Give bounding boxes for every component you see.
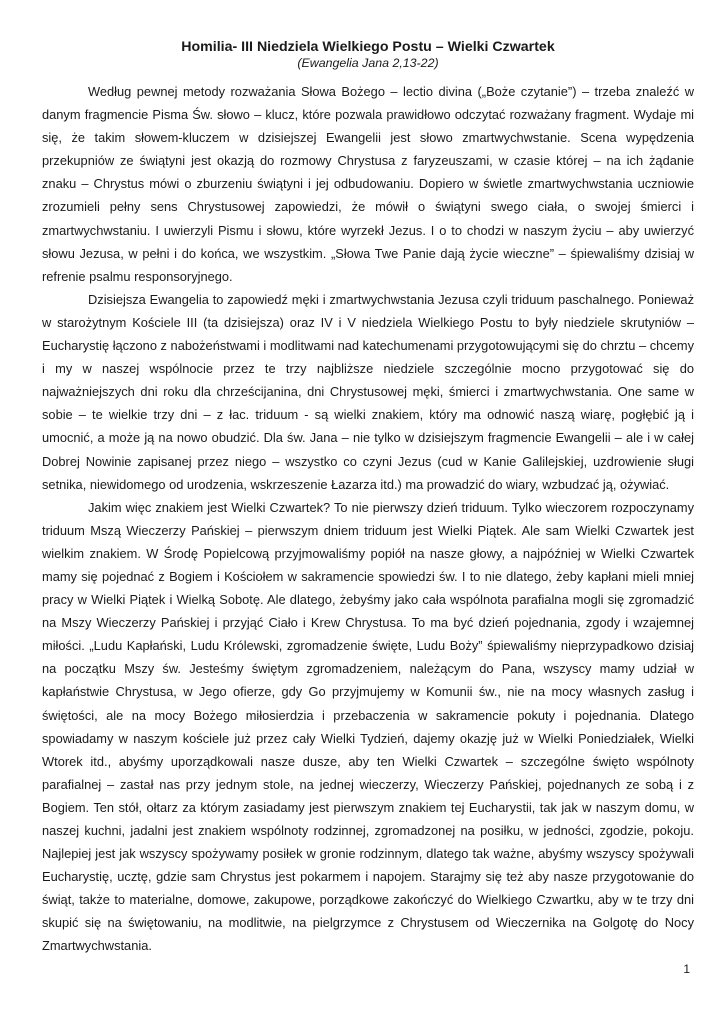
document-title: Homilia- III Niedziela Wielkiego Postu – Wielki Czwartek xyxy=(181,39,555,55)
paragraph: Według pewnej metody rozważania Słowa Bożego – lectio divina („Boże czytanie”) – trzeba znaleźć w danym fragmencie Pisma Św. słowo – klucz, które pozwala prawidłowo odczytać rozważany fragment. Wydaje mi się, że takim słowem-kluczem w dzisiejszej Ewangelii jest słowo zmartwychwstanie. Scena wypędzenia przekupniów ze świątyni jest okazją do rozmowy Chrystusa z faryzeuszami, w czasie której – na ich żądanie znaku – Chrystus mówi o zburzeniu świątyni i jej odbudowaniu. Dopiero w świetle zmartwychwstania uczniowie zrozumieli pełny sens Chrystusowej zapowiedzi, że mówił o świątyni swego ciała, o swojej śmierci i zmartwychwstaniu. I uwierzyli Pismu i słowu, które wyrzekł Jezus. I o to chodzi w naszym życiu – aby uwierzyć słowu Jezusa, w pełni i do końca, we wszystkim. „Słowa Twe Panie dają życie wieczne” – śpiewaliśmy dzisiaj w refrenie psalmu responsoryjnego. xyxy=(42,84,694,284)
document-page xyxy=(42,38,694,958)
page-number: 1 xyxy=(683,962,690,976)
document-subtitle: (Ewangelia Jana 2,13-22) xyxy=(297,56,439,70)
paragraph: Jakim więc znakiem jest Wielki Czwartek? To nie pierwszy dzień triduum. Tylko wieczorem rozpoczynamy triduum Mszą Wieczerzy Pańskiej – pierwszym dniem triduum jest Wielki Piątek. Ale sam Wielki Czwartek jest wielkim znakiem. W Środę Popielcową przyjmowaliśmy popiół na nasze głowy, a najpóźniej w Wielki Czwartek mamy się pojednać z Bogiem i Kościołem w sakramencie spowiedzi św. I to nie dlatego, żeby kapłani mieli mniej pracy w Wielki Piątek i Wielką Sobotę. Ale dlatego, żebyśmy jako cała wspólnota parafialna mogli się zgromadzić na Mszy Wieczerzy Pańskiej i przyjąć Ciało i Krew Chrystusa. To ma być dzień pojednania, zgody i wzajemnej miłości. „Ludu Kapłański, Ludu Królewski, zgromadzenie święte, Ludu Boży” śpiewaliśmy nieprzypadkowo dzisiaj na początku Mszy św. Jesteśmy świętym zgromadzeniem, należącym do Pana, wszyscy mamy udział w kapłaństwie Chrystusa, w Jego ofierze, gdy Go przyjmujemy w Komunii św., nie na mocy własnych zasług i świętości, ale na mocy Bożego miłosierdzia i przebaczenia w sakramencie pokuty i pojednania. Dlatego spowiadamy w naszym kościele już przez cały Wielki Tydzień, dajemy okazję już w Wielki Poniedziałek, Wielki Wtorek itd., abyśmy uporządkowali nasze dusze, aby ten Wielki Czwartek – szczególne święto wspólnoty parafialnej – zastał nas przy jednym stole, na jednej wieczerzy, Wieczerzy Pańskiej, pojednanych ze sobą i z Bogiem. Ten stół, ołtarz za którym zasiadamy jest pierwszym znakiem tej Eucharystii, tak jak w naszym domu, w naszej kuchni, jadalni jest znakiem wspólnoty rodzinnej, zgromadzonej na posiłku, w jedności, zgodzie, pokoju. Najlepiej jest jak wszyscy spożywamy posiłek w gronie rodzinnym, dlatego tak ważne, abyśmy wszyscy spożywali Eucharystię, ucztę, gdzie sam Chrystus jest pokarmem i napojem. Starajmy się też aby nasze przygotowanie do świąt, także to materialne, domowe, zakupowe, porządkowe zakończyć do Wielkiego Czwartku, aby w te trzy dni skupić się na świętowaniu, na modlitwie, na pielgrzymce z Chrystusem od Wieczernika na Golgotę do Nocy Zmartwychwstania. xyxy=(42,499,694,954)
paragraph: Dzisiejsza Ewangelia to zapowiedź męki i zmartwychwstania Jezusa czyli triduum paschalnego. Ponieważ w starożytnym Kościele III (ta dzisiejsza) oraz IV i V niedziela Wielkiego Postu to były niedziele skrutyniów – Eucharystię łączono z nabożeństwami i modlitwami nad katechumenami przygotowującymi się do chrztu – chcemy i my w naszej wspólnocie przez te trzy najbliższe niedziele szczególnie mocno przygotować się do najważniejszych dni roku dla chrześcijanina, dni Chrystusowej męki, śmierci i zmartwychwstania. One same w sobie – te wielkie trzy dni – z łac. triduum - są wielki znakiem, który ma odnowić naszą wiarę, pogłębić ją i umocnić, a może ją na nowo obudzić. Dla św. Jana – nie tylko w dzisiejszym fragmencie Ewangelii – ale i w całej Dobrej Nowinie zapisanej przez niego – wszystko co czyni Jezus (cud w Kanie Galilejskiej, uzdrowienie sługi setnika, niewidomego od urodzenia, wskrzeszenie Łazarza itd.) ma prowadzić do wiary, wzbudzać ją, ożywiać. xyxy=(42,291,694,492)
